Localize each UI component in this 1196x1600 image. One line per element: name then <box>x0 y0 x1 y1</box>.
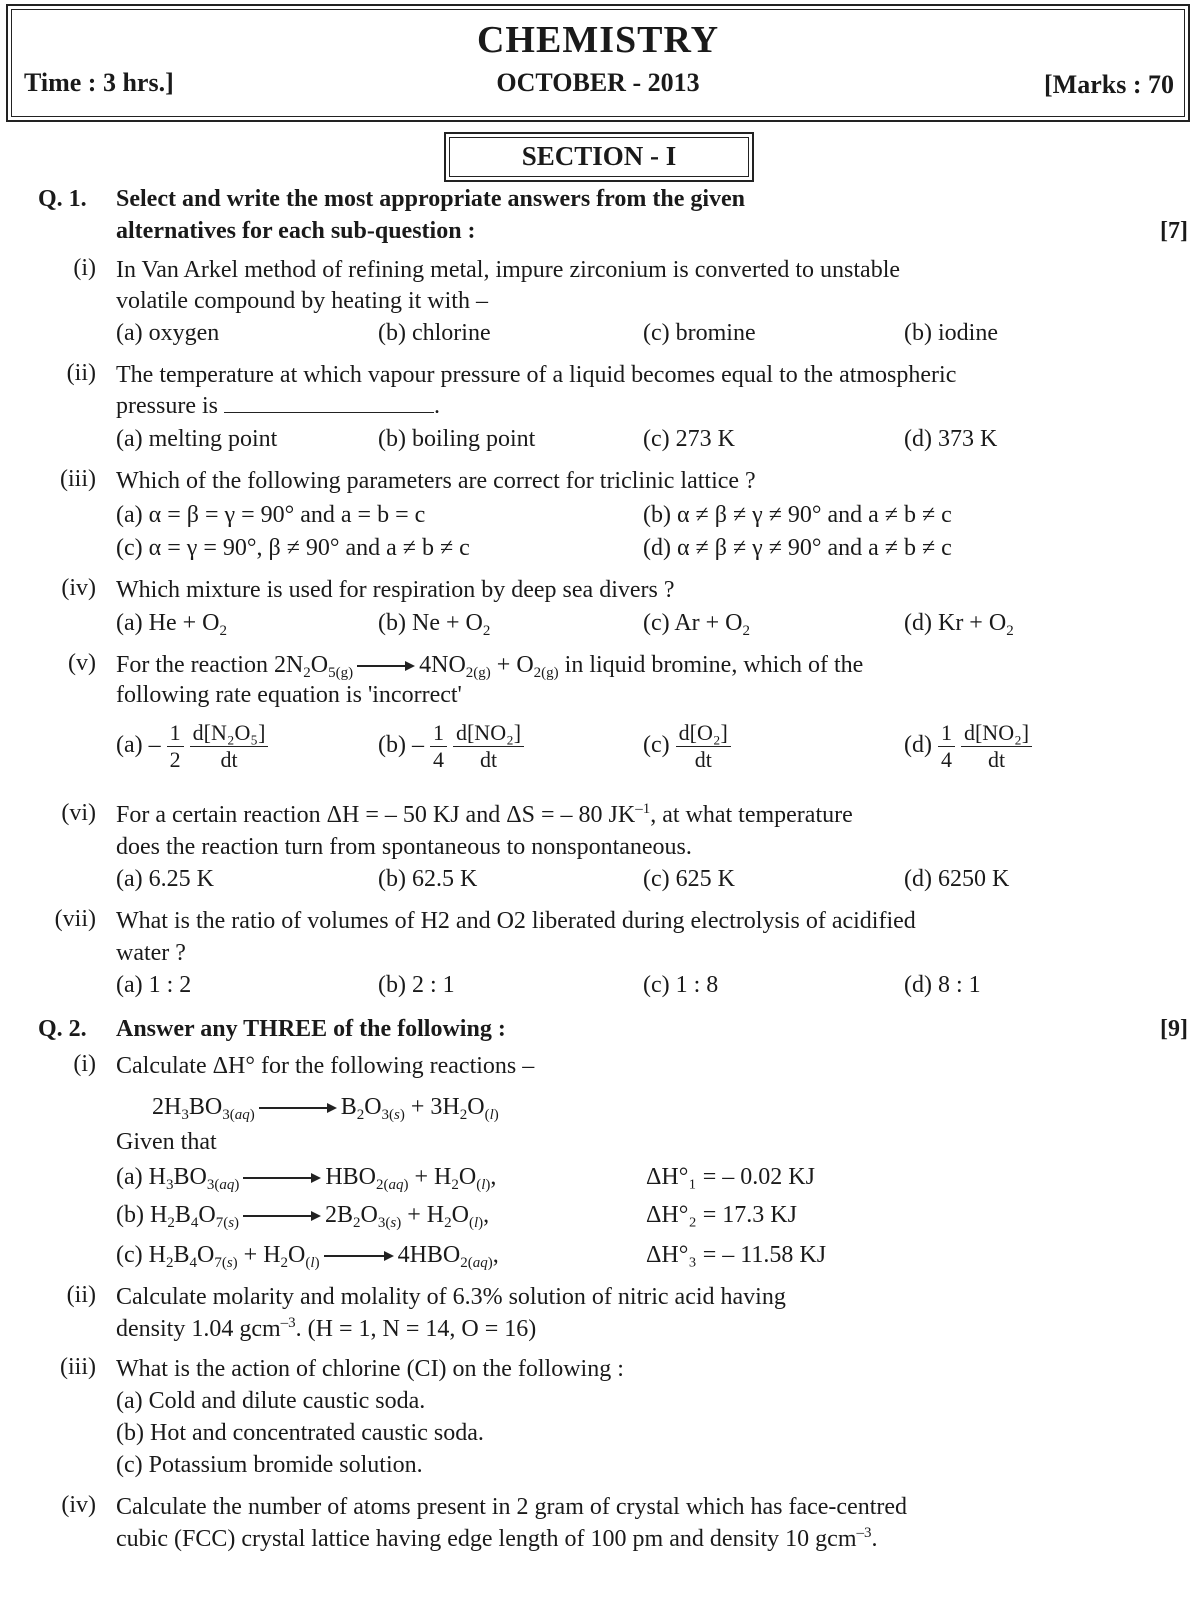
q1-vi-option-d: (d) 6250 K <box>904 866 1010 892</box>
q2-i-line1: Calculate ΔH° for the following reactions – <box>116 1053 535 1079</box>
q1-ii-line2: pressure is . <box>116 393 440 419</box>
q2-iii-line1: What is the action of chlorine (CI) on the following : <box>116 1356 624 1382</box>
q1-vii-line2: water ? <box>116 940 186 966</box>
q1-vii-option-b: (b) 2 : 1 <box>378 972 455 998</box>
q1-v-line1: For the reaction $2N_2O_{5(g)}$ $4NO_{2(g)} + O_{2(g)}$ in liquid bromine, which of the <box>116 652 864 681</box>
q2-iv-number: (iv) <box>61 1492 96 1518</box>
q1-marks: [7] <box>1160 218 1188 244</box>
q1-i-option-a: (a) oxygen <box>116 320 220 346</box>
q2-i-dh2: ΔH°₂ = 17.3 KJ <box>646 1202 797 1228</box>
q1-ii-number: (ii) <box>66 360 96 386</box>
q1-iv-line1: Which mixture is used for respiration by deep sea divers ? <box>116 577 675 603</box>
q1-iv-option-a: (a) $He + O_2$ <box>116 610 227 639</box>
q1-iv-option-b: (b) $Ne + O_2$ <box>378 610 491 639</box>
q1-vii-option-d: (d) 8 : 1 <box>904 972 981 998</box>
q1-iii-line1: Which of the following parameters are correct for triclinic lattice ? <box>116 468 756 494</box>
q1-i-number: (i) <box>73 255 96 281</box>
q2-iii-option-c: (c) Potassium bromide solution. <box>116 1452 423 1478</box>
q2-i-main-reaction: $2H_3BO_{3(aq)}$ $B_2O_{3(s)} + 3H_2O_{(l)}$ <box>152 1094 499 1123</box>
answer-blank <box>224 392 434 413</box>
q2-iv-line1: Calculate the number of atoms present in 2 gram of crystal which has face-centred <box>116 1494 908 1520</box>
q1-i-option-c: (c) bromine <box>643 320 756 346</box>
q1-vi-line1: For a certain reaction ΔH = – 50 KJ and ΔS = – 80 $JK^{-1}$, at what temperature <box>116 801 853 828</box>
q1-ii-option-d: (d) 373 K <box>904 426 998 452</box>
q1-i-line2: volatile compound by heating it with – <box>116 288 488 314</box>
q2-i-reaction-c: (c) $H_2B_4O_{7(s)} + H_2O_{(l)}$ $4HBO_{2(aq)}$, <box>116 1242 499 1271</box>
q1-v-option-c: (c) $\frac{\text{d[O₂]}}{dt}$ <box>643 720 731 780</box>
section-title: SECTION - I <box>444 132 754 182</box>
marks-label: [Marks : 70 <box>1044 70 1174 99</box>
q2-iii-option-b: (b) Hot and concentrated caustic soda. <box>116 1420 484 1446</box>
q2-ii-line2: density 1.04 gcm$^{-3}$. (H = 1, N = 14, O = 16) <box>116 1315 537 1342</box>
q1-v-option-a: (a) – $\frac{1}{2}$ $\frac{\text{d[N₂O₅]}}{dt}$ <box>116 720 268 780</box>
q1-i-option-d: (b) iodine <box>904 320 998 346</box>
q2-ii-line1: Calculate molarity and molality of 6.3% solution of nitric acid having <box>116 1284 786 1310</box>
q1-vi-option-b: (b) 62.5 K <box>378 866 478 892</box>
q1-text-line2: alternatives for each sub-question : <box>116 218 476 244</box>
q1-v-number: (v) <box>68 650 96 676</box>
q2-i-reaction-b: (b) $H_2B_4O_{7(s)}$ $2B_2O_{3(s)} + H_2O_{(l)}$, <box>116 1202 490 1231</box>
q1-iii-option-b: (b) α ≠ β ≠ γ ≠ 90° and a ≠ b ≠ c <box>643 502 952 528</box>
q1-ii-line1: The temperature at which vapour pressure of a liquid becomes equal to the atmospheric <box>116 362 957 388</box>
q1-ii-option-b: (b) boiling point <box>378 426 536 452</box>
q1-vii-number: (vii) <box>54 906 96 932</box>
q2-i-reaction-a: (a) $H_3BO_{3(aq)}$ $HBO_{2(aq)} + H_2O_{(l)}$, <box>116 1164 497 1193</box>
q1-vi-option-a: (a) 6.25 K <box>116 866 214 892</box>
q1-iii-option-a: (a) α = β = γ = 90° and a = b = c <box>116 502 426 528</box>
q2-number: Q. 2. <box>38 1016 87 1042</box>
subject-title: CHEMISTRY <box>476 19 720 61</box>
q1-v-option-b: (b) – $\frac{1}{4}$ $\frac{\text{d[NO₂]}}{dt}$ <box>378 720 524 780</box>
q1-vi-line2: does the reaction turn from spontaneous to nonspontaneous. <box>116 834 692 860</box>
q1-iii-number: (iii) <box>60 466 96 492</box>
exam-month: OCTOBER - 2013 <box>496 68 700 97</box>
reaction-arrow <box>357 661 415 671</box>
q1-iii-option-d: (d) α ≠ β ≠ γ ≠ 90° and a ≠ b ≠ c <box>643 535 952 561</box>
q1-vii-option-c: (c) 1 : 8 <box>643 972 719 998</box>
q1-vi-option-c: (c) 625 K <box>643 866 735 892</box>
q1-iv-option-d: (d) $Kr + O_2$ <box>904 610 1014 639</box>
q2-ii-number: (ii) <box>66 1282 96 1308</box>
q1-ii-option-c: (c) 273 K <box>643 426 735 452</box>
q1-iii-option-c: (c) α = γ = 90°, β ≠ 90° and a ≠ b ≠ c <box>116 535 470 561</box>
q1-iv-option-c: (c) $Ar + O_2$ <box>643 610 751 639</box>
q2-i-dh3: ΔH°₃ = – 11.58 KJ <box>646 1242 827 1268</box>
q2-iv-line2: cubic (FCC) crystal lattice having edge length of 100 pm and density 10 gcm$^{-3}$. <box>116 1525 878 1552</box>
time-label: Time : 3 hrs.] <box>24 68 174 97</box>
q1-i-option-b: (b) chlorine <box>378 320 491 346</box>
q2-marks: [9] <box>1160 1016 1188 1042</box>
q1-vii-line1: What is the ratio of volumes of H2 and O2 liberated during electrolysis of acidified <box>116 908 916 934</box>
q1-number: Q. 1. <box>38 186 87 212</box>
q2-iii-number: (iii) <box>60 1354 96 1380</box>
q1-ii-option-a: (a) melting point <box>116 426 278 452</box>
q1-vii-option-a: (a) 1 : 2 <box>116 972 192 998</box>
q1-vi-number: (vi) <box>61 800 96 826</box>
q1-v-line2: following rate equation is 'incorrect' <box>116 682 462 708</box>
q2-i-dh1: ΔH°₁ = – 0.02 KJ <box>646 1164 815 1190</box>
q2-i-number: (i) <box>73 1051 96 1077</box>
q2-iii-option-a: (a) Cold and dilute caustic soda. <box>116 1388 426 1414</box>
q1-i-line1: In Van Arkel method of refining metal, impure zirconium is converted to unstable <box>116 257 901 283</box>
q2-i-given: Given that <box>116 1129 217 1155</box>
q1-text-line1: Select and write the most appropriate answers from the given <box>116 186 746 212</box>
q1-v-option-d: (d) $\frac{1}{4}$ $\frac{\text{d[NO₂]}}{dt}$ <box>904 720 1032 780</box>
q2-text: Answer any THREE of the following : <box>116 1016 506 1042</box>
q1-iv-number: (iv) <box>61 575 96 601</box>
